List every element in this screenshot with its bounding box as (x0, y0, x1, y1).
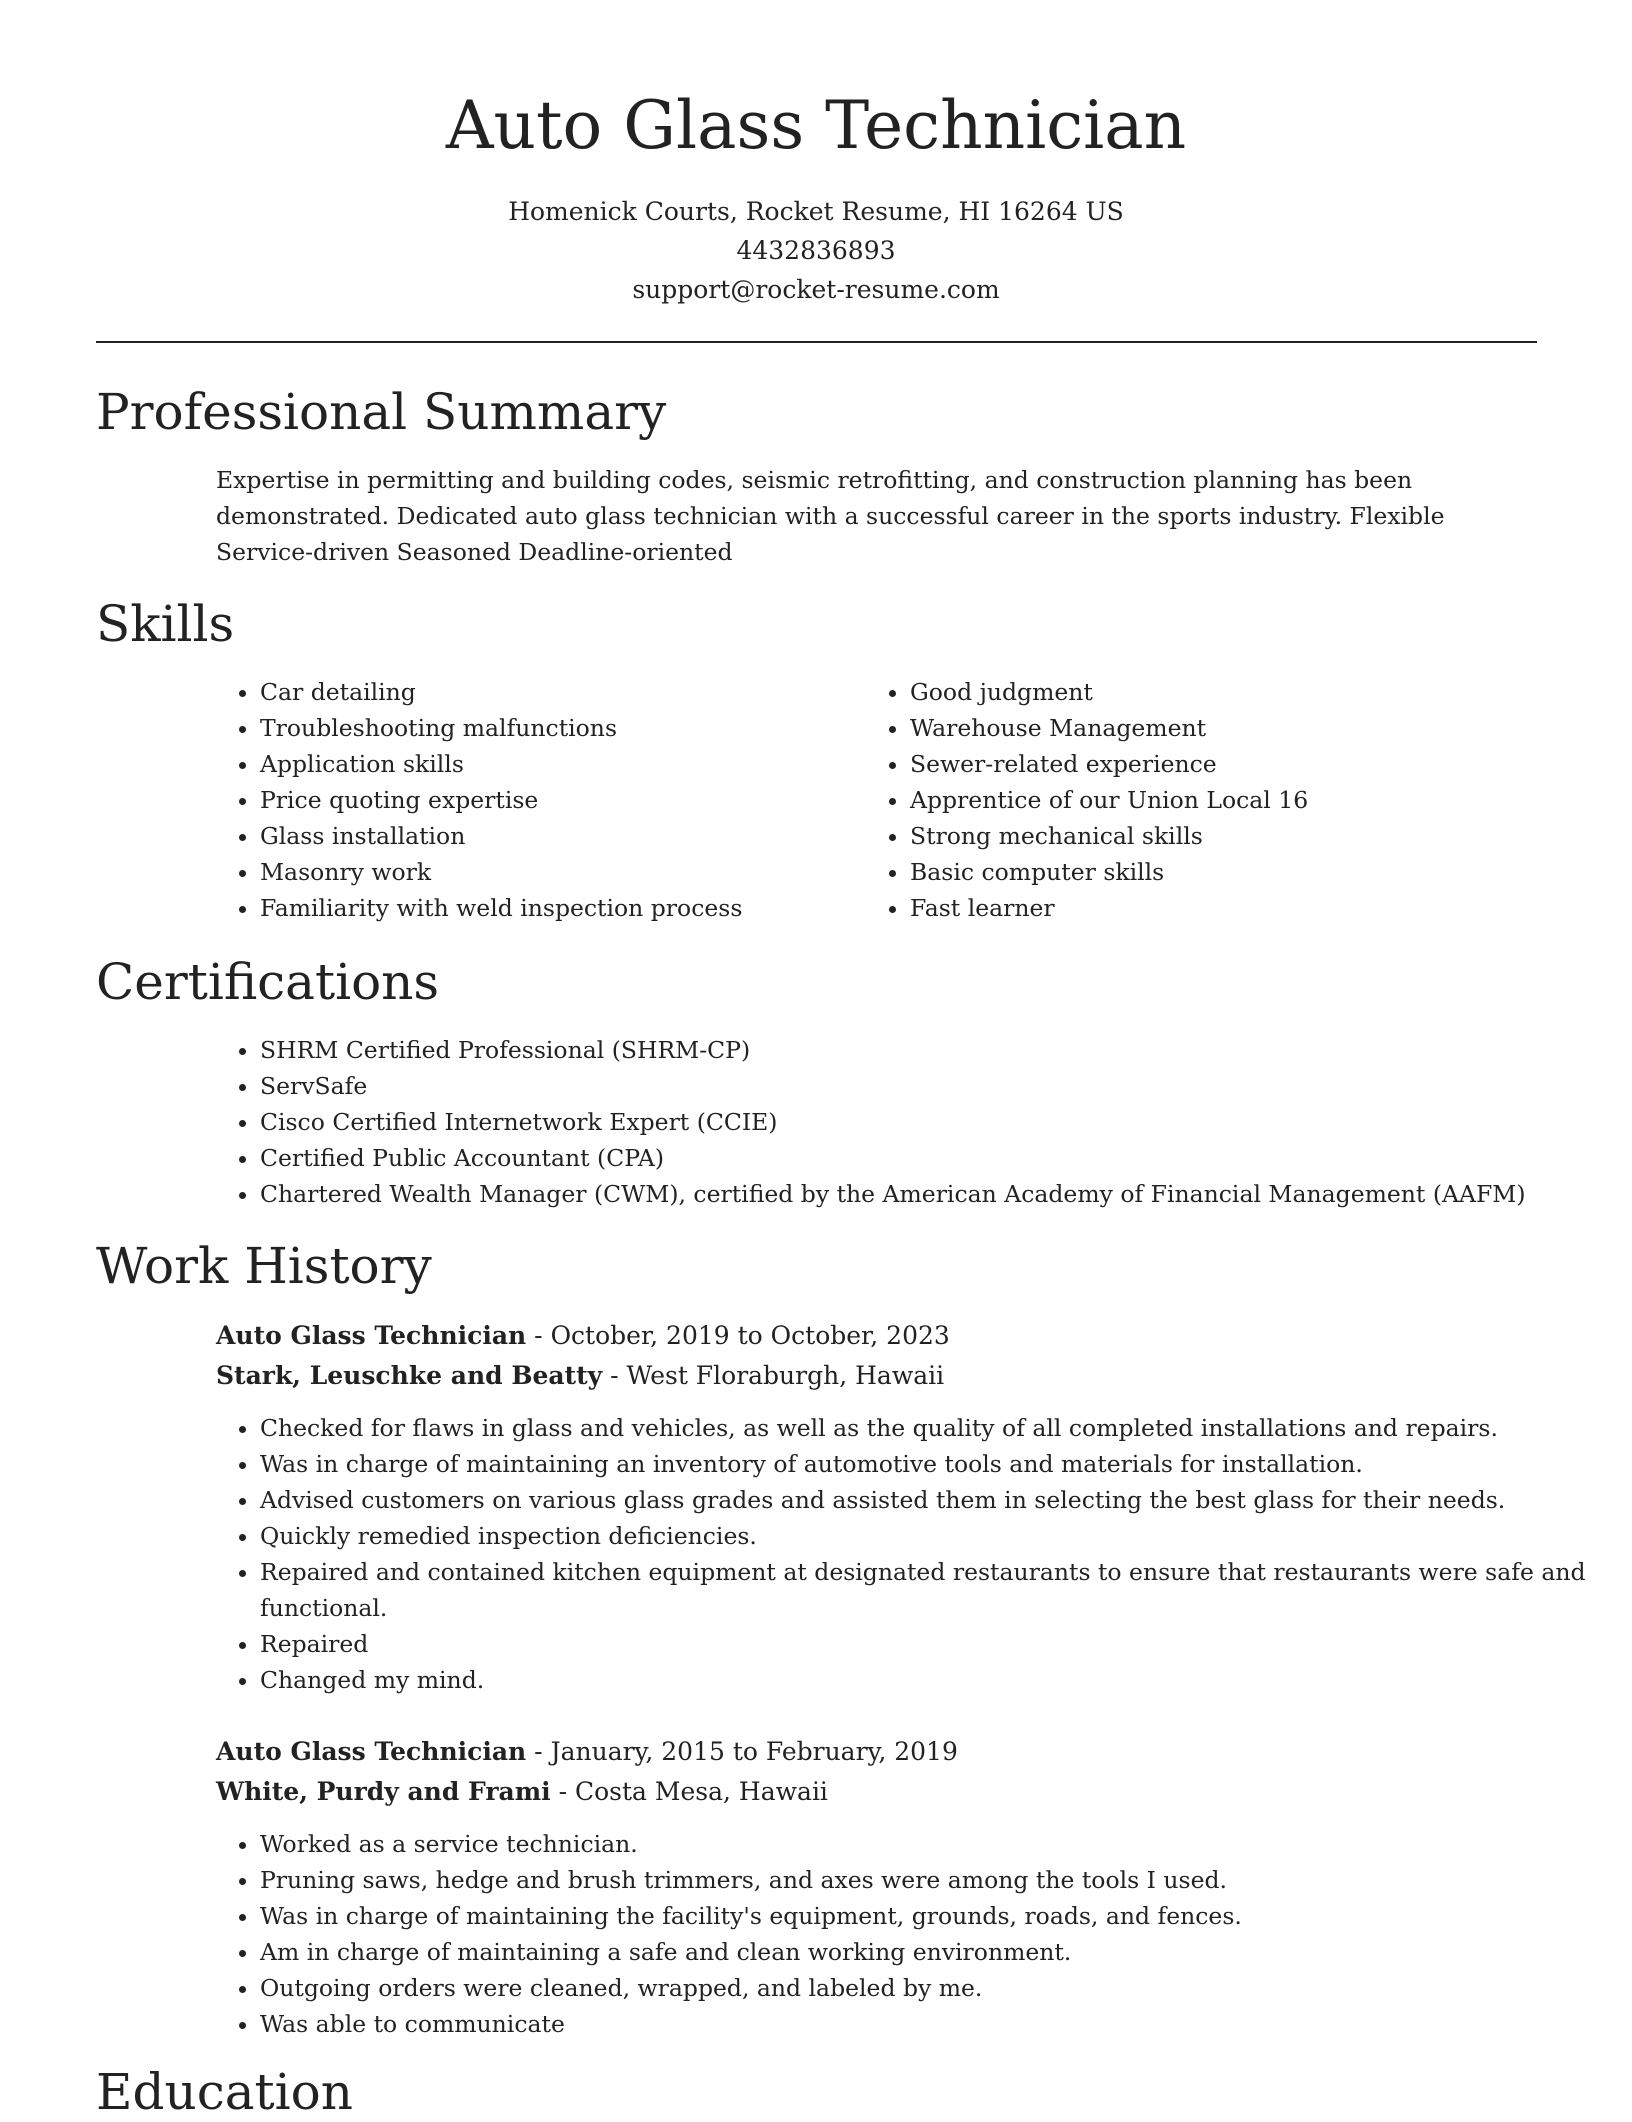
certifications-list (216, 1032, 1590, 1212)
list-item: • Apprentice of our Union Local 16 (910, 782, 1510, 818)
list-item: • Price quoting expertise (260, 782, 820, 818)
list-item: • Was in charge of maintaining an inventory of automotive tools and materials for installation. (260, 1446, 1590, 1482)
list-item: • Basic computer skills (910, 854, 1510, 890)
job-dates: January, 2015 to February, 2019 (550, 1737, 958, 1766)
list-item: • Cisco Certified Internetwork Expert (CCIE) (260, 1104, 1590, 1140)
job-company-line: Stark, Leuschke and Beatty - West Floraburgh, Hawaii (216, 1361, 945, 1390)
contact-block (0, 192, 1632, 309)
list-item: • Chartered Wealth Manager (CWM), certified by the American Academy of Financial Management (AAFM) (260, 1176, 1590, 1212)
resume-header (0, 0, 1632, 309)
list-item: • Car detailing (260, 674, 820, 710)
job-location: Costa Mesa, Hawaii (575, 1777, 828, 1806)
list-item: • Changed my mind. (260, 1662, 1590, 1698)
header-divider (96, 341, 1537, 343)
summary-text: Expertise in permitting and building codes, seismic retrofitting, and construction planning has been demonstrated. Dedicated auto glass technician with a successful career in the sports industry. Flexible Service-driven Seasoned Deadline-oriented (216, 466, 1445, 566)
list-item: • Warehouse Management (910, 710, 1510, 746)
job-title-line: Auto Glass Technician - January, 2015 to February, 2019 (216, 1737, 958, 1766)
list-item: • Glass installation (260, 818, 820, 854)
list-item: • Strong mechanical skills (910, 818, 1510, 854)
list-item: • SHRM Certified Professional (SHRM-CP) (260, 1032, 1590, 1068)
skills-list-right (866, 674, 1510, 926)
list-item: • Masonry work (260, 854, 820, 890)
address-text: Homenick Courts, Rocket Resume, HI 16264 US (508, 197, 1124, 226)
email-text: support@rocket-resume.com (632, 275, 1000, 304)
list-item: • Fast learner (910, 890, 1510, 926)
job-duties-list (216, 1826, 1590, 2042)
list-item: • Good judgment (910, 674, 1510, 710)
list-item: • Advised customers on various glass grades and assisted them in selecting the best glass for their needs. (260, 1482, 1590, 1518)
phone-text: 4432836893 (736, 236, 896, 265)
list-item: • Checked for flaws in glass and vehicles, as well as the quality of all completed installations and repairs. (260, 1410, 1590, 1446)
list-item: • Am in charge of maintaining a safe and clean working environment. (260, 1934, 1590, 1970)
education-heading: Education (96, 2063, 353, 2121)
job-company: White, Purdy and Frami (216, 1777, 551, 1806)
list-item: • Quickly remedied inspection deficiencies. (260, 1518, 1590, 1554)
job-duties-list (216, 1410, 1590, 1698)
work-history-heading: Work History (96, 1237, 432, 1295)
job-role: Auto Glass Technician (216, 1321, 527, 1350)
skills-list-left (216, 674, 820, 926)
list-item: • Outgoing orders were cleaned, wrapped, and labeled by me. (260, 1970, 1590, 2006)
list-item: • Familiarity with weld inspection process (260, 890, 820, 926)
list-item: • Repaired (260, 1626, 1590, 1662)
list-item: • Pruning saws, hedge and brush trimmers, and axes were among the tools I used. (260, 1862, 1590, 1898)
list-item: • Was able to communicate (260, 2006, 1590, 2042)
job-dates: October, 2019 to October, 2023 (550, 1321, 950, 1350)
job-company: Stark, Leuschke and Beatty (216, 1361, 603, 1390)
job-role: Auto Glass Technician (216, 1737, 527, 1766)
resume-name: Auto Glass Technician (445, 87, 1187, 164)
job-location: West Floraburgh, Hawaii (626, 1361, 945, 1390)
list-item: • Troubleshooting malfunctions (260, 710, 820, 746)
job-title-line: Auto Glass Technician - October, 2019 to October, 2023 (216, 1321, 950, 1350)
skills-heading: Skills (96, 595, 235, 653)
list-item: • Sewer-related experience (910, 746, 1510, 782)
list-item: • Worked as a service technician. (260, 1826, 1590, 1862)
list-item: • Repaired and contained kitchen equipment at designated restaurants to ensure that restaurants were safe and functional. (260, 1554, 1590, 1626)
list-item: • Was in charge of maintaining the facility's equipment, grounds, roads, and fences. (260, 1898, 1590, 1934)
list-item: • Application skills (260, 746, 820, 782)
summary-heading: Professional Summary (96, 383, 667, 441)
list-item: • ServSafe (260, 1068, 1590, 1104)
list-item: • Certified Public Accountant (CPA) (260, 1140, 1590, 1176)
job-company-line: White, Purdy and Frami - Costa Mesa, Hawaii (216, 1777, 828, 1806)
certifications-heading: Certifications (96, 953, 440, 1011)
